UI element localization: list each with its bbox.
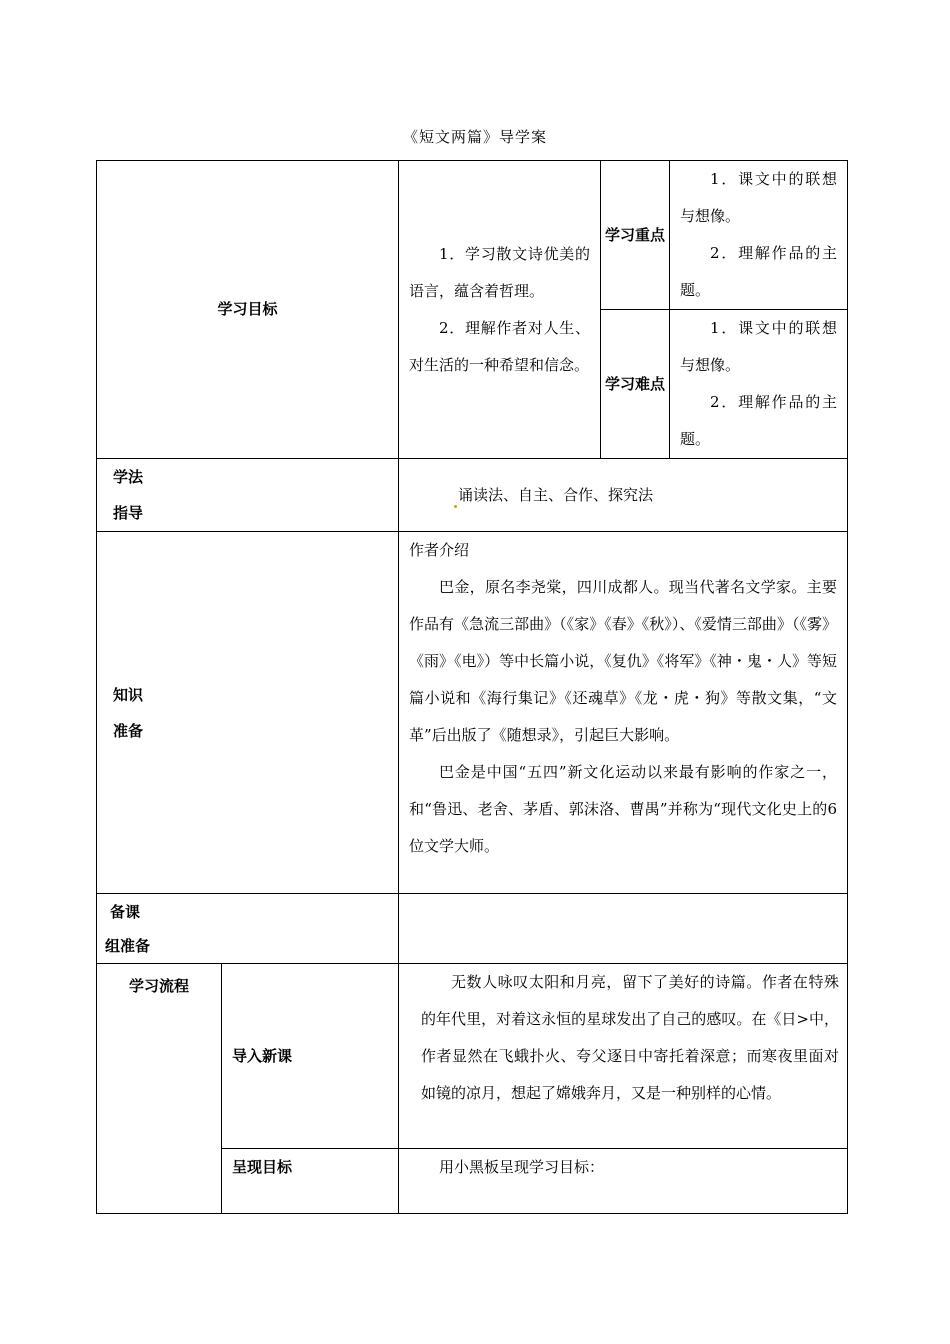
knowledge-heading: 作者介绍 [409, 541, 470, 559]
prep-label-line2: 组准备 [105, 936, 151, 955]
key-point-item: 1．课文中的联想与想像。 [680, 170, 838, 225]
goal-label: 呈现目标 [232, 1158, 293, 1176]
method-label-line2: 指导 [113, 504, 144, 522]
prep-content [399, 894, 848, 964]
page-title: 《短文两篇》导学案 [402, 128, 547, 146]
objective-item: 1．学习散文诗优美的语言，蕴含着哲理。 [409, 244, 591, 300]
knowledge-label-cell [97, 532, 399, 894]
knowledge-paragraph: 巴金，原名李尧棠，四川成都人。现当代著名文学家。主要作品有《急流三部曲》（《家》《春》《秋》）、《爱情三部曲》（《雾》《雨》《电》）等中长篇小说，《复仇》《将军》《神・鬼・人》等短篇小说和《海行集记》《还魂草》《龙・虎・狗》等散文集，“文革”后出版了《随想录》，引起巨大影响。 [409, 578, 838, 744]
objectives-label-cell [97, 161, 399, 459]
intro-label-cell [222, 964, 399, 1149]
goal-label-cell [222, 1149, 399, 1214]
difficult-point-item: 1．课文中的联想与想像。 [680, 319, 838, 374]
difficult-point-item: 2．理解作品的主题。 [680, 393, 838, 448]
marker-dot [454, 505, 457, 508]
key-points-label: 学习重点 [605, 225, 666, 244]
key-points-label-cell [601, 161, 670, 310]
difficult-points-label-cell [601, 310, 670, 459]
process-label: 学习流程 [129, 977, 190, 995]
knowledge-paragraph: 巴金是中国“五四”新文化运动以来最有影响的作家之一，和“鲁迅、老舍、茅盾、郭沫洛、曹禺”并称为“现代文化史上的6位文学大师。 [409, 763, 838, 855]
intro-label: 导入新课 [232, 1046, 293, 1065]
difficult-points-label: 学习难点 [605, 374, 666, 393]
method-label-line1: 学法 [113, 468, 144, 486]
knowledge-label-line2: 准备 [113, 721, 144, 740]
prep-label-cell [97, 894, 399, 964]
objectives-content [399, 161, 601, 459]
knowledge-label-line1: 知识 [113, 685, 144, 704]
prep-label-line1: 备课 [110, 902, 141, 921]
objective-item: 2．理解作者对人生、对生活的一种希望和信念。 [409, 318, 591, 374]
method-content [399, 459, 848, 532]
goal-content [399, 1149, 848, 1214]
process-label-cell [97, 964, 222, 1214]
key-points-content [670, 161, 848, 310]
goal-text: 用小黑板呈现学习目标： [439, 1158, 605, 1176]
objectives-label: 学习目标 [217, 300, 278, 318]
intro-content [399, 964, 848, 1149]
intro-text: 无数人咏叹太阳和月亮，留下了美好的诗篇。作者在特殊的年代里，对着这永恒的星球发出了自己的感叹。在《日>中，作者显然在飞蛾扑火、夸父逐日中寄托着深意；而寒夜里面对如镜的凉月，想起了嫦娥奔月，又是一种别样的心情。 [421, 973, 840, 1102]
knowledge-content [399, 532, 848, 894]
method-text: 诵读法、自主、合作、探究法 [458, 485, 654, 504]
method-label-cell [97, 459, 399, 532]
difficult-points-content [670, 310, 848, 459]
key-point-item: 2．理解作品的主题。 [680, 244, 838, 299]
lesson-plan-table [96, 160, 848, 1214]
